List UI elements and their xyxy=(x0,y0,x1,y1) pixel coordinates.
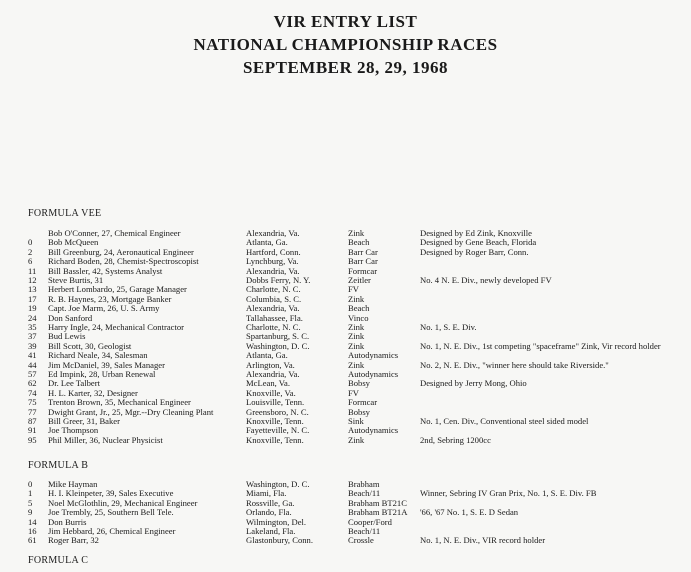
car-make: Brabham BT21C xyxy=(348,497,407,508)
hometown: Hartford, Conn. xyxy=(246,246,301,257)
hometown: Charlotte, N. C. xyxy=(246,322,301,332)
driver-name: Bob O'Conner, 27, Chemical Engineer xyxy=(48,228,181,238)
hometown: Louisville, Tenn. xyxy=(246,397,305,408)
car-make: Beach xyxy=(348,303,370,314)
car-number: 95 xyxy=(28,434,37,445)
entry-note: Designed by Gene Beach, Florida xyxy=(420,237,537,248)
driver-name: Harry Ingle, 24, Mechanical Contractor xyxy=(48,322,185,332)
hometown: Fayetteville, N. C. xyxy=(246,425,310,436)
car-number: 39 xyxy=(28,340,37,351)
car-make: Sink xyxy=(348,416,364,426)
hometown: Alexandria, Va. xyxy=(246,369,300,379)
car-make: Vinco xyxy=(348,312,369,323)
car-make: Zink xyxy=(348,359,365,370)
driver-name: Roger Barr, 32 xyxy=(48,535,99,546)
driver-name: Don Burris xyxy=(48,516,87,527)
driver-name: Jim Hebbard, 26, Chemical Engineer xyxy=(48,526,176,536)
car-number: 13 xyxy=(28,284,37,295)
hometown: Miami, Fla. xyxy=(246,488,287,499)
car-number: 14 xyxy=(28,516,37,527)
car-make: FV xyxy=(348,284,359,295)
entry-note: No. 1, N. E. Div., VIR record holder xyxy=(420,535,546,546)
driver-name: Bill Scott, 30, Geologist xyxy=(48,340,132,351)
car-make: Autodynamics xyxy=(348,369,399,379)
car-number: 1 xyxy=(28,488,33,499)
car-make: Zink xyxy=(348,293,365,304)
hometown: Washington, D. C. xyxy=(246,479,310,489)
car-make: Bobsy xyxy=(348,406,370,417)
car-number: 5 xyxy=(28,497,33,508)
car-number: 61 xyxy=(28,535,37,546)
car-make: Bobsy xyxy=(348,378,370,389)
hometown: Alexandria, Va. xyxy=(246,265,300,276)
car-number: 62 xyxy=(28,378,37,389)
section-heading-formula-vee: FORMULA VEE xyxy=(28,208,102,219)
hometown: Lynchburg, Va. xyxy=(246,256,299,267)
driver-name: Joe Thompson xyxy=(48,425,99,436)
hometown: Atlanta, Ga. xyxy=(246,237,288,248)
car-number: 91 xyxy=(28,425,37,436)
entry-note: '66, '67 No. 1, S. E. D Sedan xyxy=(420,507,519,518)
car-number: 44 xyxy=(28,359,37,370)
hometown: Rossville, Ga. xyxy=(246,497,295,508)
title-line-2: NATIONAL CHAMPIONSHIP RACES xyxy=(193,35,498,54)
car-make: Beach xyxy=(348,237,370,248)
driver-name: Joe Trembly, 25, Southern Bell Tele. xyxy=(48,507,174,518)
hometown: Knoxville, Va. xyxy=(246,387,296,398)
entry-note: No. 4 N. E. Div., newly developed FV xyxy=(420,275,552,285)
driver-name: R. B. Haynes, 23, Mortgage Banker xyxy=(48,293,172,304)
driver-name: Trenton Brown, 35, Mechanical Engineer xyxy=(48,397,191,408)
entry-note: No. 1, Cen. Div., Conventional steel sided model xyxy=(420,416,589,426)
car-number: 17 xyxy=(28,293,37,304)
driver-name: Phil Miller, 36, Nuclear Physicist xyxy=(48,434,163,445)
car-number: 0 xyxy=(28,479,33,489)
hometown: Knoxville, Tenn. xyxy=(246,434,304,445)
entry-note: No. 1, S. E. Div. xyxy=(420,322,477,332)
section-heading-formula-c: FORMULA C xyxy=(28,555,89,566)
car-number: 12 xyxy=(28,275,37,285)
hometown: Atlanta, Ga. xyxy=(246,350,288,361)
hometown: Spartanburg, S. C. xyxy=(246,331,310,342)
driver-name: Bill Greenburg, 24, Aeronautical Engineer xyxy=(48,246,194,257)
hometown: Tallahassee, Fla. xyxy=(246,312,303,323)
car-make: Zink xyxy=(348,331,365,342)
driver-name: Dwight Grant, Jr., 25, Mgr.--Dry Cleaning Plant xyxy=(48,406,214,417)
entry-note: No. 1, N. E. Div., 1st competing "spaceframe" Zink, Vir record holder xyxy=(420,340,661,351)
car-make: Cooper/Ford xyxy=(348,516,392,527)
driver-name: Jim McDaniel, 39, Sales Manager xyxy=(48,359,165,370)
hometown: McLean, Va. xyxy=(246,378,290,389)
hometown: Wilmington, Del. xyxy=(246,516,307,527)
car-number: 0 xyxy=(28,237,33,248)
car-make: Formcar xyxy=(348,397,378,408)
driver-name: Bill Greer, 31, Baker xyxy=(48,416,120,426)
driver-name: H. I. Kleinpeter, 39, Sales Executive xyxy=(48,488,174,499)
car-number: 11 xyxy=(28,265,37,276)
hometown: Greensboro, N. C. xyxy=(246,406,309,417)
entry-note: Designed by Roger Barr, Conn. xyxy=(420,246,529,257)
car-make: Beach/11 xyxy=(348,526,381,536)
entry-row xyxy=(0,535,691,545)
entry-row xyxy=(0,435,691,445)
entry-note: 2nd, Sebring 1200cc xyxy=(420,434,491,445)
hometown: Lakeland, Fla. xyxy=(246,526,296,536)
car-make: Barr Car xyxy=(348,256,378,267)
entry-note: Designed by Ed Zink, Knoxville xyxy=(420,228,532,238)
driver-name: Bill Bassler, 42, Systems Analyst xyxy=(48,265,163,276)
car-number: 77 xyxy=(28,406,37,417)
car-number: 2 xyxy=(28,246,33,257)
car-number: 24 xyxy=(28,312,37,323)
hometown: Orlando, Fla. xyxy=(246,507,292,518)
car-make: Crossle xyxy=(348,535,374,546)
car-make: Barr Car xyxy=(348,246,378,257)
driver-name: Herbert Lombardo, 25, Garage Manager xyxy=(48,284,187,295)
car-number: 16 xyxy=(28,526,37,536)
hometown: Dobbs Ferry, N. Y. xyxy=(246,275,311,285)
driver-name: Mike Hayman xyxy=(48,479,98,489)
car-make: Zink xyxy=(348,228,365,238)
section-heading-formula-b: FORMULA B xyxy=(28,460,89,471)
driver-name: Richard Boden, 28, Chemist-Spectroscopist xyxy=(48,256,199,267)
hometown: Alexandria, Va. xyxy=(246,228,300,238)
driver-name: Richard Neale, 34, Salesman xyxy=(48,350,148,361)
car-make: Zink xyxy=(348,322,365,332)
car-number: 57 xyxy=(28,369,37,379)
car-make: FV xyxy=(348,387,359,398)
car-make: Zink xyxy=(348,434,365,445)
entry-note: Winner, Sebring IV Gran Prix, No. 1, S. E. Div. FB xyxy=(420,488,597,499)
hometown: Glastonbury, Conn. xyxy=(246,535,313,546)
driver-name: Ed Impink, 28, Urban Renewal xyxy=(48,369,156,379)
car-make: Autodynamics xyxy=(348,425,399,436)
driver-name: Steve Burtis, 31 xyxy=(48,275,104,285)
driver-name: Dr. Lee Talbert xyxy=(48,378,100,389)
hometown: Charlotte, N. C. xyxy=(246,284,301,295)
car-make: Formcar xyxy=(348,265,378,276)
driver-name: Noel McGlothlin, 29, Mechanical Engineer xyxy=(48,497,198,508)
car-make: Beach/11 xyxy=(348,488,381,499)
entry-note: Designed by Jerry Mong, Ohio xyxy=(420,378,527,389)
car-number: 41 xyxy=(28,350,37,361)
entry-note: No. 2, N. E. Div., "winner here should take Riverside." xyxy=(420,359,609,370)
car-number: 9 xyxy=(28,507,33,518)
car-number: 87 xyxy=(28,416,37,426)
car-number: 6 xyxy=(28,256,33,267)
hometown: Columbia, S. C. xyxy=(246,293,302,304)
car-number: 37 xyxy=(28,331,37,342)
hometown: Arlington, Va. xyxy=(246,359,295,370)
driver-name: Bob McQueen xyxy=(48,237,99,248)
driver-name: H. L. Karter, 32, Designer xyxy=(48,387,138,398)
driver-name: Bud Lewis xyxy=(48,331,86,342)
title-line-3: SEPTEMBER 28, 29, 1968 xyxy=(242,58,449,77)
car-make: Zink xyxy=(348,340,365,351)
car-make: Brabham BT21A xyxy=(348,507,408,518)
car-make: Zeitler xyxy=(348,275,371,285)
title-line-1: VIR ENTRY LIST xyxy=(273,12,418,31)
hometown: Alexandria, Va. xyxy=(246,303,300,314)
car-make: Brabham xyxy=(348,479,380,489)
car-number: 35 xyxy=(28,322,37,332)
car-number: 75 xyxy=(28,397,37,408)
hometown: Knoxville, Tenn. xyxy=(246,416,304,426)
driver-name: Don Sanford xyxy=(48,312,93,323)
car-make: Autodynamics xyxy=(348,350,399,361)
car-number: 74 xyxy=(28,387,37,398)
hometown: Washington, D. C. xyxy=(246,340,310,351)
driver-name: Capt. Joe Marm, 26, U. S. Army xyxy=(48,303,160,314)
car-number: 19 xyxy=(28,303,37,314)
